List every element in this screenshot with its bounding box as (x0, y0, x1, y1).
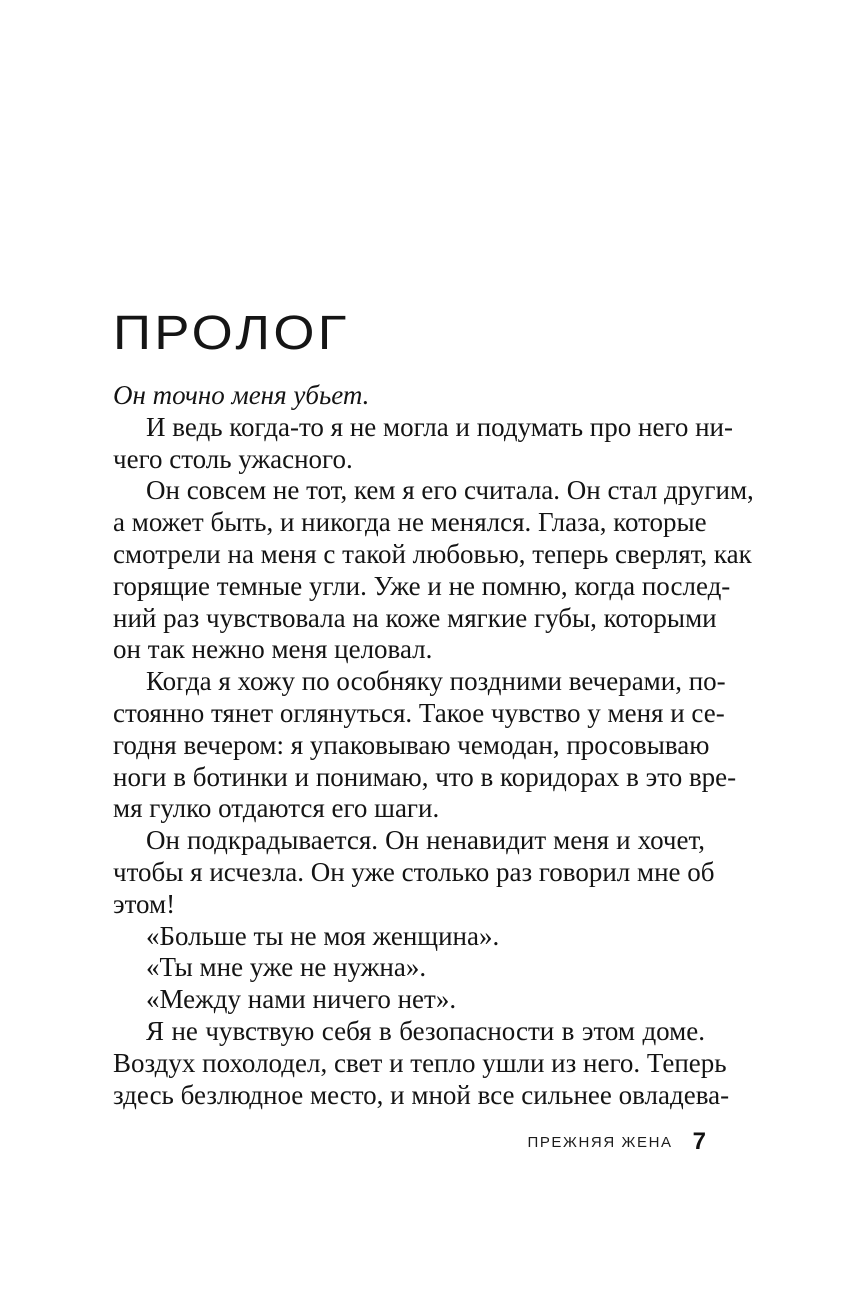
quote-line: «Ты мне уже не нужна». (146, 952, 427, 983)
text-line: мя гулко отдаются его шаги. (113, 793, 440, 824)
text-line: Воздух похолодел, свет и тепло ушли из него. Теперь (113, 1047, 727, 1078)
text-line: чего столь ужасного. (113, 443, 353, 474)
running-title: ПРЕЖНЯЯ ЖЕНА (527, 1133, 673, 1151)
quote-line: «Больше ты не моя женщина». (146, 920, 500, 951)
text-line: а может быть, и никогда не менялся. Глаза, которые (113, 507, 707, 538)
chapter-text (113, 380, 754, 1111)
running-footer (440, 1126, 706, 1158)
chapter-title: ПРОЛОГ (113, 307, 350, 360)
text-line: Когда я хожу по особняку поздними вечерами, по- (146, 666, 726, 697)
text-line: годня вечером: я упаковываю чемодан, просовываю (113, 729, 710, 760)
text-line: ноги в ботинки и понимаю, что в коридорах в это вре- (113, 761, 737, 792)
text-line: Он совсем не тот, кем я его считала. Он стал другим, (146, 475, 754, 506)
text-line: И ведь когда-то я не могла и подумать про него ни- (146, 411, 733, 442)
text-line: этом! (113, 888, 176, 919)
quote-line: «Между нами ничего нет». (146, 984, 457, 1015)
text-line: смотрели на меня с такой любовью, теперь сверлят, как (113, 538, 752, 569)
text-line: стоянно тянет оглянуться. Такое чувство у меня и се- (113, 697, 725, 728)
text-line: Я не чувствую себя в безопасности в этом доме. (146, 1015, 705, 1046)
page-number: 7 (692, 1128, 706, 1155)
text-line: Он подкрадывается. Он ненавидит меня и хочет, (146, 825, 705, 856)
opening-line: Он точно меня убьет. (113, 380, 370, 410)
text-line: чтобы я исчезла. Он уже столько раз говорил мне об (113, 856, 715, 887)
text-line: здесь безлюдное место, и мной все сильнее овладева- (113, 1079, 730, 1110)
text-line: ний раз чувствовала на коже мягкие губы, которыми (113, 602, 717, 633)
text-line: он так нежно меня целовал. (113, 634, 433, 665)
text-line: горящие темные угли. Уже и не помню, когда послед- (113, 570, 731, 601)
